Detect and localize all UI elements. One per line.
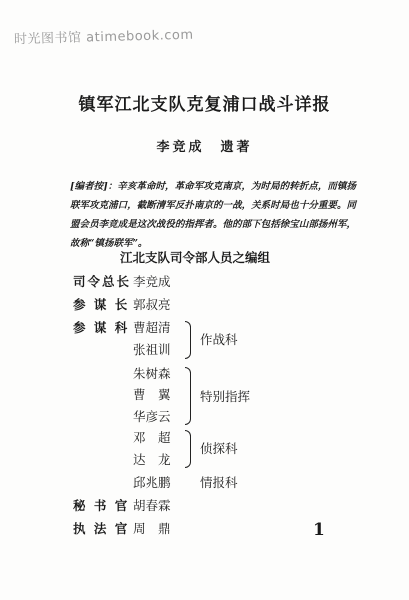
org-row-name bbox=[133, 340, 171, 358]
org-row-name bbox=[133, 496, 171, 514]
org-row bbox=[73, 295, 129, 313]
org-row-name bbox=[133, 295, 171, 313]
org-chart-title: 江北支队司令部人员之编组 bbox=[120, 250, 271, 265]
org-name: 邱兆鹏 bbox=[133, 475, 171, 490]
org-row-name bbox=[133, 364, 171, 382]
org-row bbox=[73, 519, 129, 537]
org-row-name bbox=[133, 407, 171, 425]
author-line: 李竞成 遗著 bbox=[156, 140, 253, 155]
editor-note: [编者按]：辛亥革命时，革命军攻克南京，为时局的转折点，而镇扬联军攻克浦口，截断清军反扑南京的一战，关系时局也十分重要。同盟会员李竞成是这次战役的指挥者。他的部下包括徐宝山部扬州军，故称“镇扬联军”。 bbox=[70, 181, 356, 249]
org-name: 郭叔亮 bbox=[133, 297, 171, 312]
org-role: 秘 书 官 bbox=[73, 498, 130, 513]
org-name: 华彦云 bbox=[133, 409, 171, 424]
org-row bbox=[73, 272, 131, 290]
watermark: 时光图书馆 atimebook.com bbox=[13, 27, 194, 48]
org-row-name bbox=[133, 385, 171, 403]
org-role: 参 谋 科 bbox=[73, 320, 130, 335]
org-role: 司令总长 bbox=[73, 274, 132, 289]
org-row-name bbox=[133, 450, 171, 468]
org-role: 参 谋 长 bbox=[73, 297, 130, 312]
org-name: 曹 翼 bbox=[133, 387, 171, 402]
org-name: 李竞成 bbox=[133, 274, 171, 289]
org-row-name bbox=[133, 473, 171, 491]
group-bracket bbox=[185, 321, 191, 359]
page-title: 镇军江北支队克复浦口战斗详报 bbox=[78, 95, 331, 115]
org-name: 邓 超 bbox=[133, 430, 171, 445]
org-name: 张祖训 bbox=[133, 342, 171, 357]
dept-label-combat: 作战科 bbox=[200, 332, 238, 347]
group-bracket bbox=[185, 367, 191, 425]
org-row-name bbox=[133, 272, 171, 290]
org-row-name bbox=[133, 428, 171, 446]
group-bracket bbox=[185, 430, 191, 468]
org-name: 达 龙 bbox=[133, 452, 171, 467]
org-name: 胡春霖 bbox=[133, 498, 171, 513]
org-name: 朱树森 bbox=[133, 366, 171, 381]
dept-label-intel: 情报科 bbox=[200, 475, 238, 490]
org-name: 曹超清 bbox=[133, 320, 171, 335]
org-name: 周 鼎 bbox=[133, 521, 171, 536]
dept-label-special: 特别指挥 bbox=[200, 389, 251, 404]
page-number: 1 bbox=[313, 520, 325, 540]
org-row-name bbox=[133, 519, 171, 537]
org-row bbox=[73, 496, 129, 514]
org-row bbox=[73, 318, 129, 336]
org-row-name bbox=[133, 318, 171, 336]
dept-label-recon: 侦探科 bbox=[200, 441, 238, 456]
org-role: 执 法 官 bbox=[73, 521, 130, 536]
